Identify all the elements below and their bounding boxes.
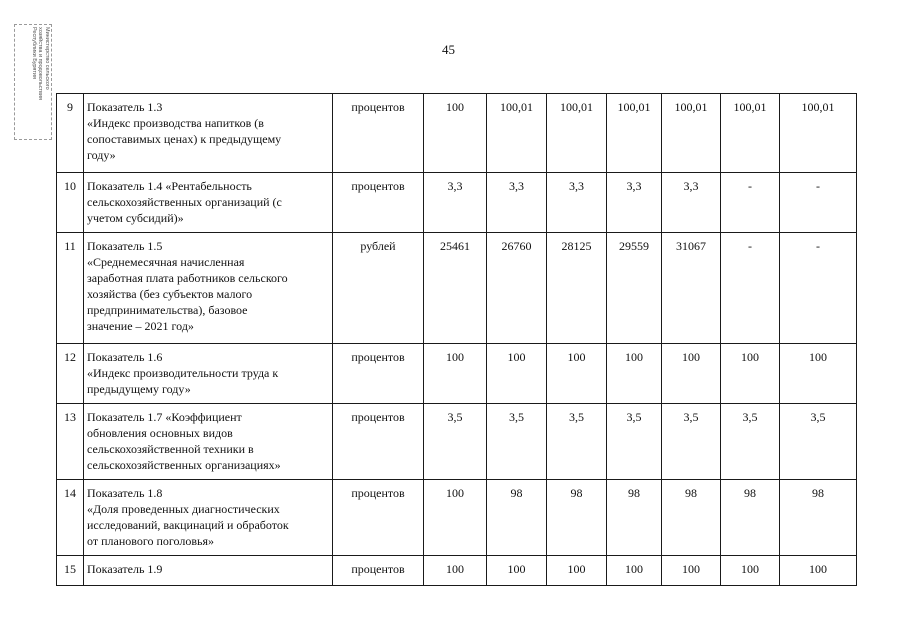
value-cell: 100 [607, 344, 662, 404]
indicator-name-line: сельскохозяйственных организациях» [87, 458, 281, 472]
value-cell: - [780, 233, 857, 344]
value-cell: 100,01 [607, 94, 662, 173]
indicator-name-line: Показатель 1.4 «Рентабельность [87, 179, 252, 193]
table-row [57, 233, 857, 344]
table-row [57, 173, 857, 233]
value-cell: 31067 [662, 233, 721, 344]
indicator-name-line: году» [87, 148, 116, 162]
table-row [57, 94, 857, 173]
indicator-name-line: «Среднемесячная начисленная [87, 255, 245, 269]
value-cell: 100 [547, 556, 607, 586]
value-cell: 100,01 [662, 94, 721, 173]
table-body [57, 94, 857, 586]
unit-cell: процентов [333, 94, 424, 173]
stamp-line: Республики Бурятия [31, 27, 37, 79]
value-cell: 3,3 [547, 173, 607, 233]
indicator-name [84, 480, 333, 556]
value-cell: 98 [721, 480, 780, 556]
value-cell: 98 [547, 480, 607, 556]
indicator-name-line: Показатель 1.6 [87, 350, 163, 364]
table-row [57, 344, 857, 404]
value-cell: 3,3 [424, 173, 487, 233]
value-cell: 3,3 [487, 173, 547, 233]
indicator-name [84, 344, 333, 404]
value-cell: 100 [424, 556, 487, 586]
value-cell: 26760 [487, 233, 547, 344]
unit-cell: рублей [333, 233, 424, 344]
unit-cell: процентов [333, 173, 424, 233]
value-cell: 3,5 [487, 404, 547, 480]
row-number: 11 [57, 233, 84, 344]
row-number: 12 [57, 344, 84, 404]
unit-cell: процентов [333, 344, 424, 404]
indicators-table [56, 93, 857, 586]
unit-cell: процентов [333, 556, 424, 586]
indicator-name-line: Показатель 1.7 «Коэффициент [87, 410, 242, 424]
unit-cell: процентов [333, 404, 424, 480]
value-cell: 100 [607, 556, 662, 586]
row-number: 9 [57, 94, 84, 173]
value-cell: 3,5 [721, 404, 780, 480]
value-cell: 100 [662, 556, 721, 586]
indicator-name-line: «Индекс производства напитков (в [87, 116, 264, 130]
stamp-text [18, 27, 50, 137]
value-cell: 100 [721, 556, 780, 586]
table-row [57, 480, 857, 556]
value-cell: 29559 [607, 233, 662, 344]
indicator-name-line: заработная плата работников сельского [87, 271, 288, 285]
value-cell: 100,01 [721, 94, 780, 173]
indicator-name-line: обновления основных видов [87, 426, 233, 440]
indicator-name-line: учетом субсидий)» [87, 211, 184, 225]
unit-cell: процентов [333, 480, 424, 556]
value-cell: 100 [662, 344, 721, 404]
value-cell: 100,01 [780, 94, 857, 173]
indicator-name-line: «Доля проведенных диагностических [87, 502, 280, 516]
indicator-name-line: от планового поголовья» [87, 534, 214, 548]
indicator-name [84, 94, 333, 173]
indicator-name-line: Показатель 1.3 [87, 100, 163, 114]
value-cell: - [780, 173, 857, 233]
indicator-name-line: хозяйства (без субъектов малого [87, 287, 253, 301]
row-number: 13 [57, 404, 84, 480]
indicator-name-line: Показатель 1.8 [87, 486, 163, 500]
indicator-name [84, 173, 333, 233]
table-row [57, 404, 857, 480]
value-cell: 100,01 [487, 94, 547, 173]
indicator-name-line: предпринимательства), базовое [87, 303, 248, 317]
value-cell: 98 [487, 480, 547, 556]
indicator-name-line: значение – 2021 год» [87, 319, 194, 333]
value-cell: 98 [780, 480, 857, 556]
value-cell: 3,5 [424, 404, 487, 480]
indicator-name [84, 233, 333, 344]
value-cell: 100 [424, 480, 487, 556]
indicator-name-line: сельскохозяйственной техники в [87, 442, 254, 456]
value-cell: 100,01 [547, 94, 607, 173]
registration-stamp [14, 24, 52, 140]
value-cell: 3,5 [780, 404, 857, 480]
indicator-name-line: «Индекс производительности труда к [87, 366, 279, 380]
value-cell: 98 [607, 480, 662, 556]
value-cell: - [721, 233, 780, 344]
indicator-name-line: Показатель 1.9 [87, 562, 163, 576]
value-cell: 100 [721, 344, 780, 404]
value-cell: 100 [547, 344, 607, 404]
row-number: 14 [57, 480, 84, 556]
value-cell: - [721, 173, 780, 233]
value-cell: 100 [424, 344, 487, 404]
value-cell: 100 [487, 556, 547, 586]
table-row [57, 556, 857, 586]
indicator-name [84, 556, 333, 586]
value-cell: 3,5 [607, 404, 662, 480]
row-number: 10 [57, 173, 84, 233]
value-cell: 98 [662, 480, 721, 556]
value-cell: 28125 [547, 233, 607, 344]
value-cell: 25461 [424, 233, 487, 344]
indicator-name [84, 404, 333, 480]
indicator-name-line: сельскохозяйственных организаций (с [87, 195, 282, 209]
indicator-name-line: исследований, вакцинаций и обработок [87, 518, 289, 532]
value-cell: 3,3 [662, 173, 721, 233]
row-number: 15 [57, 556, 84, 586]
value-cell: 3,3 [607, 173, 662, 233]
value-cell: 3,5 [662, 404, 721, 480]
page-number: 45 [442, 42, 455, 57]
value-cell: 100 [780, 344, 857, 404]
value-cell: 100 [780, 556, 857, 586]
stamp-line: Министерство сельского [44, 27, 50, 90]
stamp-line: хозяйства и продовольствия [37, 27, 44, 100]
indicator-name-line: сопоставимых ценах) к предыдущему [87, 132, 282, 146]
indicator-name-line: Показатель 1.5 [87, 239, 163, 253]
value-cell: 100 [424, 94, 487, 173]
value-cell: 3,5 [547, 404, 607, 480]
value-cell: 100 [487, 344, 547, 404]
indicator-name-line: предыдущему году» [87, 382, 191, 396]
